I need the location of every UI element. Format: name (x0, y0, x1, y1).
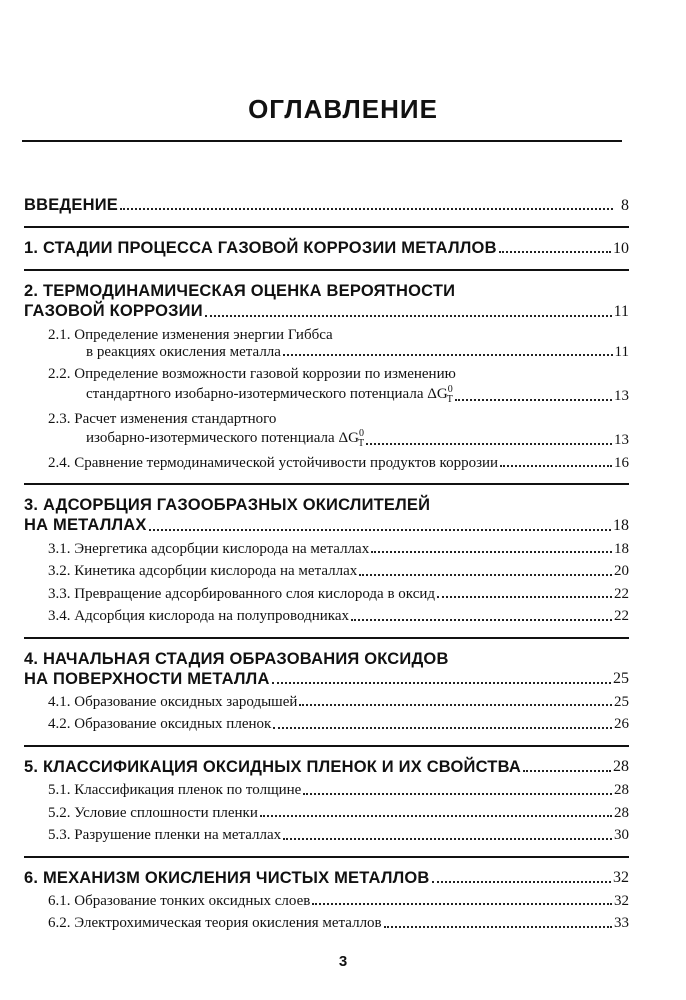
section-divider (24, 226, 629, 228)
toc-entry-chapter-4[interactable] (24, 670, 629, 688)
toc-entry-chapter-5[interactable] (24, 758, 629, 776)
page-number: 3 (338, 953, 348, 970)
toc-entry-label (86, 428, 364, 449)
toc-page-number: 18 (614, 540, 629, 557)
dot-leader (149, 529, 611, 531)
toc-entry-5-3[interactable] (24, 827, 629, 844)
toc-chapter-2-title-line-1: 2. ТЕРМОДИНАМИЧЕСКАЯ ОЦЕНКА ВЕРОЯТНОСТИ (24, 282, 456, 301)
toc-entry-label: 5.1. Классификация пленок по толщине (48, 782, 302, 799)
toc-entry-2-3-line-1: 2.3. Расчет изменения стандартного (48, 410, 277, 427)
toc-page-number: 25 (613, 670, 629, 688)
formula-subscript: T (446, 393, 453, 405)
toc-entry-label: 5. КЛАССИФИКАЦИЯ ОКСИДНЫХ ПЛЕНОК И ИХ СВОЙСТВА (24, 757, 521, 776)
toc-entry-label: 4.2. Образование оксидных пленок (48, 716, 272, 733)
dot-leader (366, 443, 612, 445)
toc-entry-label: 6.1. Образование тонких оксидных слоев (48, 892, 311, 909)
dot-leader (500, 465, 612, 467)
toc-entry-3-2[interactable] (24, 563, 629, 580)
toc-page-number: 18 (613, 517, 629, 534)
dot-leader (351, 619, 612, 621)
dot-leader (299, 704, 612, 706)
toc-entry-label: НА ПОВЕРХНОСТИ МЕТАЛЛА (24, 669, 270, 688)
dot-leader (283, 354, 613, 356)
toc-entry-label-text: изобарно-изотермического потенциала ΔG (86, 429, 359, 446)
toc-entry-6-2[interactable] (24, 915, 629, 932)
dot-leader (303, 793, 612, 795)
toc-entry-label: 3.2. Кинетика адсорбции кислорода на металлах (48, 563, 358, 580)
toc-entry-label-text: стандартного изобарно-изотермического потенциала ΔG (86, 385, 448, 402)
toc-entry-label: 5.2. Условие сплошности пленки (48, 804, 258, 821)
toc-page-number: 28 (613, 758, 629, 776)
toc-entry-label: 1. СТАДИИ ПРОЦЕССА ГАЗОВОЙ КОРРОЗИИ МЕТАЛЛОВ (24, 239, 497, 258)
title-divider (22, 140, 622, 142)
toc-entry-label: 2.4. Сравнение термодинамической устойчивости продуктов коррозии (48, 454, 499, 471)
toc-chapter-4-title-line-1: 4. НАЧАЛЬНАЯ СТАДИЯ ОБРАЗОВАНИЯ ОКСИДОВ (24, 649, 449, 668)
dot-leader (312, 903, 612, 905)
toc-entry-label: 5.3. Разрушение пленки на металлах (48, 827, 282, 844)
toc-entry-2-1[interactable] (24, 344, 629, 361)
section-divider (24, 637, 629, 639)
table-of-contents (24, 196, 629, 932)
toc-entry-label: 3.4. Адсорбция кислорода на полупроводниках (48, 608, 350, 625)
dot-leader (523, 770, 611, 772)
toc-entry-3-3[interactable] (24, 586, 629, 603)
toc-entry-3-4[interactable] (24, 608, 629, 625)
toc-entry-chapter-2[interactable] (24, 302, 629, 320)
toc-entry-label: ВВЕДЕНИЕ (24, 196, 118, 214)
toc-page-number: 22 (614, 585, 629, 602)
toc-page-number: 22 (614, 608, 629, 625)
toc-entry-label: ГАЗОВОЙ КОРРОЗИИ (24, 302, 203, 321)
toc-page-number: 16 (614, 454, 629, 471)
formula-superscript: 0 (447, 383, 453, 395)
dot-leader (260, 815, 612, 817)
toc-page-number: 13 (614, 432, 629, 449)
toc-entry-label: 3.1. Энергетика адсорбции кислорода на металлах (48, 540, 370, 557)
toc-entry-4-1[interactable] (24, 694, 629, 711)
dot-leader (120, 208, 613, 210)
toc-entry-5-2[interactable] (24, 805, 629, 822)
page-title: ОГЛАВЛЕНИЕ (248, 94, 438, 124)
toc-page-number: 13 (614, 388, 629, 405)
toc-entry-2-1-line-1: 2.1. Определение изменения энергии Гиббса (48, 326, 333, 343)
toc-page-number: 25 (614, 693, 629, 710)
dot-leader (273, 727, 612, 729)
section-divider (24, 483, 629, 485)
toc-entry-label (86, 384, 453, 405)
toc-entry-label: 6. МЕХАНИЗМ ОКИСЛЕНИЯ ЧИСТЫХ МЕТАЛЛОВ (24, 868, 430, 887)
dot-leader (455, 399, 612, 401)
toc-page-number: 30 (614, 827, 629, 844)
toc-page-number: 11 (613, 302, 629, 320)
dot-leader (205, 315, 612, 317)
dot-leader (499, 251, 611, 253)
toc-entry-label: 3.3. Превращение адсорбированного слоя кислорода в оксид (48, 585, 436, 602)
toc-page-number: 8 (621, 196, 629, 214)
toc-entry-label: 4.1. Образование оксидных зародышей (48, 693, 298, 710)
toc-entry-label: 6.2. Электрохимическая теория окисления металлов (48, 915, 382, 932)
toc-entry-4-2[interactable] (24, 716, 629, 733)
toc-chapter-3-title-line-1: 3. АДСОРБЦИЯ ГАЗООБРАЗНЫХ ОКИСЛИТЕЛЕЙ (24, 496, 431, 515)
dot-leader (272, 682, 611, 684)
dot-leader (283, 838, 612, 840)
toc-entry-3-1[interactable] (24, 541, 629, 558)
toc-entry-2-2-line-1: 2.2. Определение возможности газовой коррозии по изменению (48, 366, 456, 383)
toc-page-number: 32 (614, 892, 629, 909)
formula-subscript: T (357, 437, 365, 449)
dot-leader (384, 926, 612, 928)
dot-leader (359, 574, 612, 576)
section-divider (24, 856, 629, 858)
toc-entry-chapter-6[interactable] (24, 869, 629, 887)
toc-page-number: 33 (614, 915, 629, 932)
dot-leader (432, 881, 611, 883)
toc-entry-6-1[interactable] (24, 893, 629, 910)
dot-leader (437, 596, 612, 598)
toc-page-number: 10 (613, 239, 629, 257)
toc-page-number: 28 (614, 782, 629, 799)
toc-page-number: 28 (614, 804, 629, 821)
toc-page-number: 32 (613, 869, 629, 887)
toc-entry-5-1[interactable] (24, 782, 629, 799)
formula-superscript: 0 (358, 427, 364, 439)
section-divider (24, 269, 629, 271)
dot-leader (371, 551, 612, 553)
toc-entry-2-2[interactable] (24, 384, 629, 405)
toc-entry-label: НА МЕТАЛЛАХ (24, 516, 147, 535)
toc-page-number: 11 (614, 343, 629, 360)
toc-entry-2-3[interactable] (24, 428, 629, 449)
toc-page-number: 20 (614, 563, 629, 580)
toc-entry-2-4[interactable] (24, 455, 629, 472)
toc-page-number: 26 (614, 716, 629, 733)
toc-entry-chapter-3[interactable] (24, 516, 629, 534)
toc-entry-label: в реакциях окисления металла (86, 343, 281, 360)
toc-entry-chapter-1[interactable] (24, 239, 629, 257)
toc-entry-introduction[interactable] (24, 196, 629, 214)
section-divider (24, 745, 629, 747)
